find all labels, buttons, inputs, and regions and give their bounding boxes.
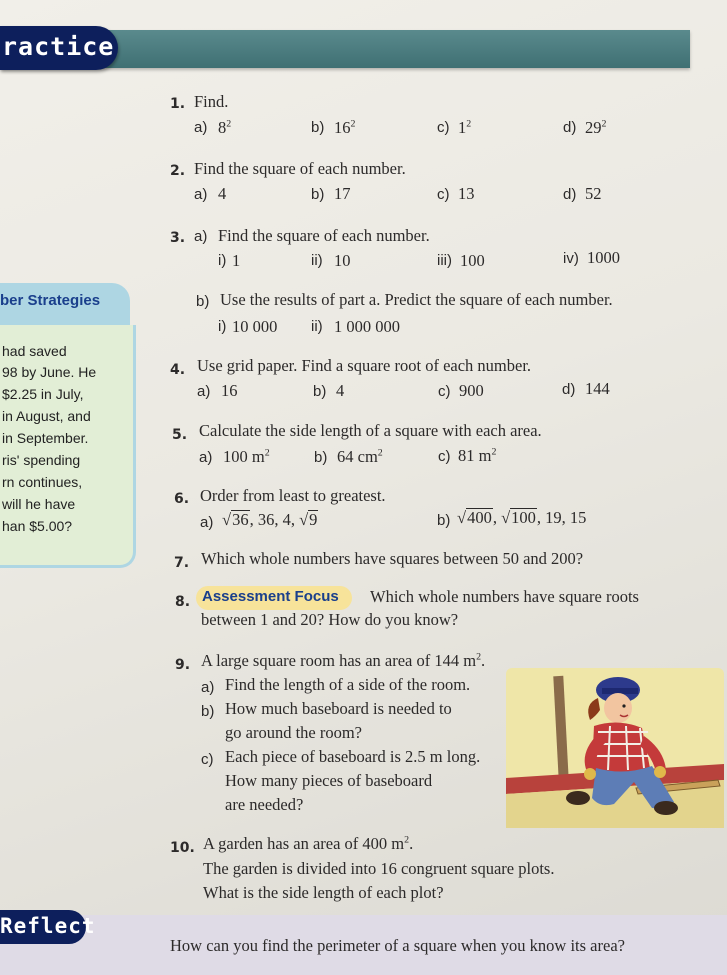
part-value: 100 [460, 251, 485, 270]
question-number: 5. [172, 427, 188, 443]
baseboard-worker-illustration [506, 668, 724, 828]
question-text: Which whole numbers have squares between 50 and 200? [201, 549, 584, 568]
part-label: c) [437, 119, 450, 136]
part-label: b) [314, 449, 328, 466]
question-text: Find the length of a side of the room. [225, 675, 471, 694]
part-value: 100 $m^2$ [223, 447, 270, 466]
question-text: A large square room has an area of 144 $m^2$. [201, 651, 486, 670]
part-value: 1000 [587, 248, 620, 267]
strategy-line: $2.25 in July, [2, 386, 84, 402]
part-value: $1^2$ [458, 118, 472, 137]
question-text: How many pieces of baseboard [225, 771, 433, 790]
part-value: 52 [585, 184, 602, 203]
part-label: c) [437, 186, 450, 203]
part-label: a) [200, 514, 214, 531]
question-text: go around the room? [225, 723, 363, 742]
question-number: 7. [174, 555, 190, 571]
part-value: 900 [459, 381, 484, 400]
question-number: 1. [170, 96, 186, 112]
question-text: Find the square of each number. [194, 159, 406, 178]
strategies-title: ber Strategies [0, 292, 101, 309]
strategy-line: rn continues, [2, 474, 83, 490]
question-text: Find the square of each number. [218, 226, 430, 245]
question-text: are needed? [225, 795, 304, 814]
part-value: 144 [585, 379, 610, 398]
part-label: b) [311, 186, 325, 203]
part-value: $8^2$ [218, 118, 232, 137]
part-label: iii) [437, 252, 452, 269]
question-text: Use the results of part a. Predict the square of each number. [220, 290, 613, 309]
question-number: 8. [175, 594, 191, 610]
sqrt-expression-a: √36, 36, 4, √9 [222, 510, 318, 529]
part-label: b) [313, 383, 327, 400]
part-label: d) [562, 381, 576, 398]
strategy-line: in August, and [2, 408, 91, 424]
question-number: 6. [174, 491, 190, 507]
strategy-line: in September. [2, 430, 89, 446]
section-title: ractice [2, 32, 115, 61]
part-value: 10 [334, 251, 351, 270]
question-text: Which whole numbers have square roots [370, 587, 639, 606]
part-value: 4 [218, 184, 227, 203]
part-label: c) [201, 751, 214, 768]
part-value: 1 000 000 [334, 317, 400, 336]
strategy-line: had saved [2, 343, 67, 359]
sqrt-expression-b: √400, √100, 19, 15 [457, 508, 587, 527]
part-value: 81 $m^2$ [458, 446, 497, 465]
reflect-text: How can you find the perimeter of a square when you know its area? [170, 936, 625, 955]
strategy-line: ris' spending [2, 452, 81, 468]
part-label: ii) [311, 252, 323, 269]
question-text: The garden is divided into 16 congruent square plots. [203, 859, 555, 878]
part-label: b) [201, 703, 215, 720]
part-value: 4 [336, 381, 345, 400]
part-label: b) [437, 512, 451, 529]
question-text: Find. [194, 92, 229, 111]
part-label: c) [438, 383, 451, 400]
part-label: a) [199, 449, 213, 466]
part-label: a) [197, 383, 211, 400]
assessment-focus-label: Assessment Focus [202, 588, 339, 605]
part-label: a) [194, 119, 208, 136]
part-value: 10 000 [232, 317, 278, 336]
strategy-line: 98 by June. He [2, 364, 97, 380]
part-value: 13 [458, 184, 475, 203]
part-value: $16^2$ [334, 118, 356, 137]
part-label: i) [218, 318, 227, 335]
part-label: d) [563, 119, 577, 136]
strategy-line: will he have [2, 496, 76, 512]
question-text: How much baseboard is needed to [225, 699, 452, 718]
part-label: a) [194, 186, 208, 203]
part-label: ii) [311, 318, 323, 335]
question-number: 2. [170, 163, 186, 179]
part-value: 1 [232, 251, 241, 270]
part-label: b) [311, 119, 325, 136]
strategy-line: han $5.00? [2, 518, 73, 534]
part-label: b) [196, 293, 210, 310]
question-text: Use grid paper. Find a square root of each number. [197, 356, 532, 375]
question-number: 9. [175, 657, 191, 673]
part-label: d) [563, 186, 577, 203]
question-number: 3. [170, 230, 186, 246]
question-text: between 1 and 20? How do you know? [201, 610, 459, 629]
part-label: a) [194, 228, 208, 245]
part-value: 64 $cm^2$ [337, 447, 383, 466]
question-text: Calculate the side length of a square with each area. [199, 421, 542, 440]
question-number: 10. [170, 840, 195, 856]
question-text: What is the side length of each plot? [203, 883, 444, 902]
part-value: 17 [334, 184, 351, 203]
question-text: Each piece of baseboard is 2.5 m long. [225, 747, 481, 766]
question-number: 4. [170, 362, 186, 378]
part-label: c) [438, 448, 451, 465]
question-text: A garden has an area of 400 $m^2$. [203, 834, 414, 853]
part-value: 16 [221, 381, 238, 400]
part-label: iv) [563, 250, 579, 267]
part-label: i) [218, 252, 227, 269]
question-text: Order from least to greatest. [200, 486, 386, 505]
reflect-title: Reflect [0, 914, 96, 938]
part-label: a) [201, 679, 215, 696]
part-value: $29^2$ [585, 118, 607, 137]
